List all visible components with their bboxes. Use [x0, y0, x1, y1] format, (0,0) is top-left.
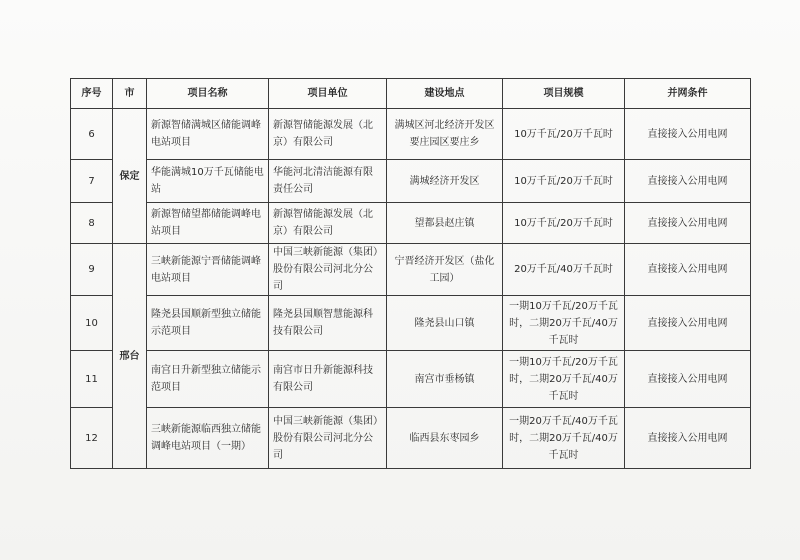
header-grid: 并网条件: [625, 79, 751, 109]
header-city: 市: [113, 79, 147, 109]
header-seq: 序号: [71, 79, 113, 109]
header-scale: 项目规模: [503, 79, 625, 109]
cell-location: 望都县赵庄镇: [387, 203, 503, 244]
cell-project-unit: 新源智储能源发展（北京）有限公司: [269, 203, 387, 244]
cell-project-name: 南宫日升新型独立储能示范项目: [147, 351, 269, 408]
header-location: 建设地点: [387, 79, 503, 109]
cell-project-unit: 南宫市日升新能源科技有限公司: [269, 351, 387, 408]
cell-grid: 直接接入公用电网: [625, 351, 751, 408]
cell-project-name: 三峡新能源临西独立储能调峰电站项目（一期）: [147, 408, 269, 469]
cell-grid: 直接接入公用电网: [625, 408, 751, 469]
cell-location: 南宫市垂杨镇: [387, 351, 503, 408]
cell-grid: 直接接入公用电网: [625, 203, 751, 244]
cell-grid: 直接接入公用电网: [625, 109, 751, 160]
table-row: [71, 351, 751, 408]
cell-seq: 12: [71, 408, 113, 469]
cell-project-name: 华能满城10万千瓦储能电站: [147, 160, 269, 203]
cell-seq: 6: [71, 109, 113, 160]
header-name: 项目名称: [147, 79, 269, 109]
cell-location: 临西县东枣园乡: [387, 408, 503, 469]
cell-scale: 一期10万千瓦/20万千瓦时，二期20万千瓦/40万千瓦时: [503, 351, 625, 408]
project-table: [70, 78, 751, 469]
table-row: [71, 244, 751, 296]
cell-seq: 10: [71, 296, 113, 351]
cell-scale: 20万千瓦/40万千瓦时: [503, 244, 625, 296]
table-row: [71, 109, 751, 160]
cell-grid: 直接接入公用电网: [625, 244, 751, 296]
cell-project-unit: 中国三峡新能源（集团）股份有限公司河北分公司: [269, 408, 387, 469]
cell-scale: 一期10万千瓦/20万千瓦时，二期20万千瓦/40万千瓦时: [503, 296, 625, 351]
cell-scale: 10万千瓦/20万千瓦时: [503, 109, 625, 160]
table-row: [71, 408, 751, 469]
cell-grid: 直接接入公用电网: [625, 160, 751, 203]
cell-project-name: 三峡新能源宁晋储能调峰电站项目: [147, 244, 269, 296]
table-header-row: [71, 79, 751, 109]
cell-location: 满城区河北经济开发区要庄园区要庄乡: [387, 109, 503, 160]
cell-project-unit: 华能河北清洁能源有限责任公司: [269, 160, 387, 203]
cell-project-unit: 中国三峡新能源（集团）股份有限公司河北分公司: [269, 244, 387, 296]
cell-location: 宁晋经济开发区（盐化工园）: [387, 244, 503, 296]
cell-location: 隆尧县山口镇: [387, 296, 503, 351]
cell-city-baoding: 保定: [113, 109, 147, 244]
cell-seq: 11: [71, 351, 113, 408]
header-unit: 项目单位: [269, 79, 387, 109]
cell-project-name: 新源智储望都储能调峰电站项目: [147, 203, 269, 244]
cell-project-name: 新源智储满城区储能调峰电站项目: [147, 109, 269, 160]
cell-project-unit: 新源智储能源发展（北京）有限公司: [269, 109, 387, 160]
cell-scale: 10万千瓦/20万千瓦时: [503, 160, 625, 203]
table-row: [71, 203, 751, 244]
table-row: [71, 160, 751, 203]
cell-seq: 7: [71, 160, 113, 203]
table-row: [71, 296, 751, 351]
cell-seq: 9: [71, 244, 113, 296]
cell-location: 满城经济开发区: [387, 160, 503, 203]
cell-project-name: 隆尧县国顺新型独立储能示范项目: [147, 296, 269, 351]
cell-project-unit: 隆尧县国顺智慧能源科技有限公司: [269, 296, 387, 351]
cell-grid: 直接接入公用电网: [625, 296, 751, 351]
cell-seq: 8: [71, 203, 113, 244]
cell-city-xingtai: 邢台: [113, 244, 147, 469]
cell-scale: 10万千瓦/20万千瓦时: [503, 203, 625, 244]
cell-scale: 一期20万千瓦/40万千瓦时，二期20万千瓦/40万千瓦时: [503, 408, 625, 469]
